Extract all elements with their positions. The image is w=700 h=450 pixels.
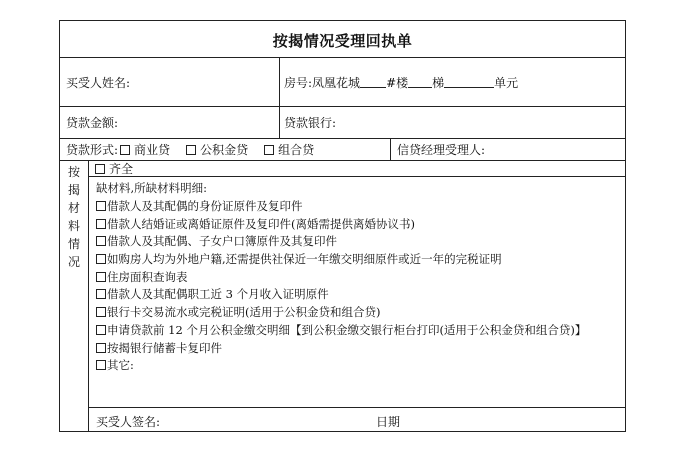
room-community: 凤凰花城: [312, 75, 361, 90]
material-checkbox[interactable]: [96, 360, 106, 370]
loan-bank-field[interactable]: [284, 107, 336, 138]
material-label: 银行卡交易流水或完税证明(适用于公积金贷和组合贷): [107, 305, 381, 320]
room-stair-blank[interactable]: [408, 76, 432, 88]
provident-loan-label: 公积金贷: [200, 143, 249, 157]
complete-label: 齐全: [109, 162, 134, 176]
combined-loan-label: 组合贷: [278, 143, 315, 157]
complete-row: [89, 161, 625, 177]
material-label: 借款人及其配偶的身份证原件及复印件: [107, 199, 303, 213]
room-stair-label: 梯: [432, 75, 445, 90]
materials-list: [96, 198, 586, 375]
list-item: [96, 251, 586, 269]
list-item: [96, 340, 586, 358]
material-label: 借款人结婚证或离婚证原件及复印件(离婚需提供离婚协议书): [107, 216, 415, 231]
material-checkbox[interactable]: [96, 219, 106, 229]
material-checkbox[interactable]: [96, 343, 106, 353]
loan-type-group: [66, 139, 314, 160]
list-item: [96, 269, 586, 287]
buyer-room-row: [60, 58, 625, 107]
manager-label: 信贷经理受理人:: [397, 143, 486, 157]
material-label: 申请贷款前 12 个月公积金缴交明细【到公积金缴交银行柜台打印(适用于公积金贷和组合贷)】: [107, 322, 587, 337]
material-checkbox[interactable]: [96, 236, 106, 246]
manager-field[interactable]: [397, 139, 485, 160]
divider: [279, 58, 280, 106]
loan-type-label: 贷款形式:: [66, 143, 119, 157]
room-unit-label: 单元: [494, 75, 519, 90]
list-item: [96, 357, 586, 375]
material-label: 其它:: [107, 358, 134, 373]
side-char: 按: [67, 165, 80, 179]
material-checkbox[interactable]: [96, 289, 106, 299]
room-building-blank[interactable]: [360, 76, 386, 88]
complete-option: [95, 161, 133, 176]
form-title: 按揭情况受理回执单: [272, 32, 413, 50]
divider: [390, 139, 391, 160]
side-char: 材: [67, 201, 80, 215]
provident-loan-checkbox[interactable]: [186, 145, 196, 155]
loan-amount-field[interactable]: [66, 107, 118, 138]
room-number-field[interactable]: [284, 58, 518, 106]
list-item: [96, 304, 586, 322]
material-checkbox[interactable]: [96, 272, 106, 282]
room-label: 房号:: [284, 75, 313, 90]
side-char: 揭: [67, 183, 80, 197]
missing-materials-heading: 缺材料,所缺材料明细:: [96, 181, 208, 195]
list-item: [96, 198, 586, 216]
loan-amount-label: 贷款金额:: [66, 116, 119, 130]
material-label: 借款人及其配偶、子女户口簿原件及其复印件: [107, 234, 337, 249]
side-char: 况: [67, 255, 80, 269]
divider: [279, 107, 280, 138]
material-label: 如购房人均为外地户籍,还需提供社保近一年缴交明细原件或近一年的完税证明: [107, 252, 502, 267]
list-item: [96, 322, 586, 340]
room-building-label: #楼: [386, 75, 409, 90]
room-unit-blank[interactable]: [444, 76, 494, 88]
signature-row: [89, 408, 625, 431]
loan-amount-row: [60, 107, 625, 139]
side-char: 情: [67, 237, 80, 251]
material-label: 住房面积查询表: [107, 269, 188, 284]
combined-loan-checkbox[interactable]: [264, 145, 274, 155]
buyer-signature-field[interactable]: [96, 413, 160, 430]
list-item: [96, 286, 586, 304]
material-checkbox[interactable]: [96, 307, 106, 317]
buyer-name-field[interactable]: [66, 58, 130, 106]
complete-checkbox[interactable]: [95, 164, 105, 174]
title-row: [60, 21, 625, 58]
receipt-form: [59, 20, 626, 432]
date-label: 日期: [376, 415, 401, 429]
commercial-loan-label: 商业贷: [134, 143, 171, 157]
date-field[interactable]: [376, 413, 400, 430]
loan-type-row: [60, 139, 625, 161]
list-item: [96, 216, 586, 234]
material-label: 按揭银行储蓄卡复印件: [107, 340, 222, 355]
commercial-loan-checkbox[interactable]: [120, 145, 130, 155]
missing-materials-section: [89, 177, 625, 408]
buyer-signature-label: 买受人签名:: [96, 415, 161, 429]
side-char: 料: [67, 219, 80, 233]
list-item: [96, 233, 586, 251]
material-label: 借款人及其配偶职工近 3 个月收入证明原件: [107, 287, 329, 302]
side-label-column: [60, 161, 89, 431]
buyer-name-label: 买受人姓名:: [66, 75, 131, 90]
material-checkbox[interactable]: [96, 254, 106, 264]
loan-bank-label: 贷款银行:: [284, 116, 337, 130]
material-checkbox[interactable]: [96, 201, 106, 211]
material-checkbox[interactable]: [96, 325, 106, 335]
